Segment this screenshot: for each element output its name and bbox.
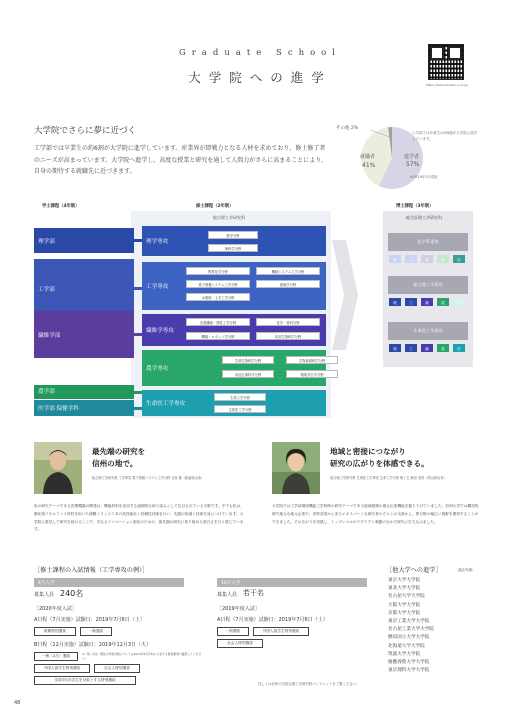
university-item: 筑波大学大学院 [388,651,421,657]
section-title-en: Graduate School [178,48,342,58]
field-seimei-bio: 生命工学分野 [214,393,266,401]
undergrad-seni: 繊維学部 [34,311,134,358]
student-photo-right [272,442,320,494]
major-rigaku: 理学専攻 [142,226,326,256]
field-nogaku-life: 生命生物科学分野 [222,356,274,364]
university-item: 名古屋大学大学院 [388,594,425,600]
section-title-ja: 大学院への進学 [188,70,332,85]
chip-i: 医 [453,298,465,306]
april-label: 4月入学 [34,578,184,587]
university-item: 大阪大学大学院 [388,602,421,608]
chip-ko: 工 [405,255,417,263]
pie-label-job: 就職者 [360,154,376,160]
tag-suisen: 推薦特別選抜 [34,627,76,636]
field-seni-fiber: 先進繊維・感性工学分野 [186,318,250,326]
field-kogaku-arch: 建築学分野 [256,280,320,288]
other-note: （過去実績） [455,568,476,572]
tag-shakai-oct: 社会人特別選抜 [217,639,263,648]
chip-ko: 工 [405,344,417,352]
qr-code-icon[interactable] [428,44,464,80]
field-seimei-med: 生体医工学分野 [214,405,266,413]
field-kogaku-chem: 物質化学分野 [186,267,250,275]
field-nogaku-food: 食品生命科学分野 [222,370,274,378]
chip-se: 繊 [421,344,433,352]
arrow-to-doctor-icon [332,240,358,350]
phd-school-name: 総合医理工学研究科 [406,215,442,220]
university-item: 横浜国立大学大学院 [388,635,430,641]
field-nogaku-resource: 生物資源科学分野 [286,356,338,364]
tag-ryugaku-oct: 外国人留学生特別選抜 [253,627,309,636]
major-kogaku: 工学専攻 [142,262,326,310]
connector [134,333,142,336]
feature-right-body: 大学院では工学部環境機能工学科時の研究テーマである地域振興の複合伝達機能を掘り下げていました。信州大学では構造物理で地元な地元企業や、世界各国から来るエキスパートな研究者の方々との交流から、異分野の幅広い視野を獲得することができました。その広がりを実感し、トップレベルのワクワクと刺激のなかで研究に打ち込みました。 [272,504,479,524]
phd-major-sogo: 総合理工学専攻 [388,276,468,294]
tag-ippan-oct: 一般選抜 [217,627,249,636]
b-note: ※一般（2次）選抜の実施有無については2019年9月中旬に公表する募集要項で確認してください。 [82,652,202,660]
grad-school-name: 総合理工学研究科 [213,215,245,220]
university-item: 北海道大学大学院 [388,643,425,649]
chip-se: 繊 [421,255,433,263]
oct-year: ［2019年度入試］ [217,606,260,612]
student-photo-left [34,442,82,494]
tag-ryugaku: 外国人留学生特別選抜 [34,664,90,673]
field-kogaku-water: 水環境・土木工学分野 [186,293,250,301]
pie-callout: 工学部では卒業生の約6割が大学院に進学しています。 [412,131,478,141]
tag-3nen: 学部3年次学生を対象とする特別選抜 [34,676,136,685]
page-number: 48 [14,700,21,706]
chip-i: 医 [453,344,465,352]
undergrad-kogaku: 工学部 [34,259,134,319]
feature-left-title1: 最先端の研究を [92,447,146,456]
feature-right-title2: 研究の広がりを体感できる。 [330,459,429,468]
a-schedule: A日程（7月実施）試験日：2019年7月6日（土） [34,617,145,623]
oct-label: 10月入学 [217,578,367,587]
col-bachelor: 学士課程（4年制） [42,204,80,209]
entrance-footnote: 詳しくは信州大学総合理工学研究科パンフレットをご覧ください。 [258,682,360,686]
b-schedule: B日程（12月実施）試験日：2019年12月3日（火） [34,642,152,648]
major-seimei: 生命医工学専攻 [142,390,326,416]
chip-se: 繊 [421,298,433,306]
field-seni-robot: 機械・ロボット学分野 [186,332,250,340]
chip-ri: 理 [389,298,401,306]
oct-schedule: A日程（7月実施）試験日：2019年7月6日（土） [217,617,328,623]
tag-ippan: 一般選抜 [80,627,112,636]
field-seni-material: 化学・材料分野 [256,318,320,326]
chip-ri: 理 [389,255,401,263]
university-item: 東京工業大学大学院 [388,619,430,625]
intro-body: 工学部では卒業生の約6割が大学院に進学しています。産業界が即戦力となる人材を求めており、修士修了者のニーズが高まっています。大学院へ進学し、高度な授業と研究を通して人間力がさらに高まることにより、自身の期待する就職先に近づきます。 [34,145,328,175]
field-kogaku-elec: 電子情報システム工学分野 [186,280,250,288]
feature-right-title1: 地域と密接につながり [330,447,406,456]
other-title: ［他大学への進学］ [386,567,442,574]
chip-ko: 工 [405,298,417,306]
feature-right-caption: 総合理工学研究科 生命医工学専攻 生命工学分野 修了生 飯田 美咲（岡山県出身） [330,476,447,480]
oct-capacity-label: 募集人員 [217,592,238,598]
tag-ippan-2: 一般（2次）選抜 [34,652,78,661]
chip-no: 農 [437,298,449,306]
university-list [388,577,483,675]
field-kogaku-mech: 機械システム工学分野 [256,267,320,275]
field-rigaku-sci: 理科学分野 [208,244,258,252]
col-master: 修士課程（2年制） [196,204,234,209]
intro-title: 大学院でさらに夢に近づく [34,126,137,136]
chip-no: 農 [437,255,449,263]
tag-shakai: 社会人特別選抜 [94,664,140,673]
feature-left-body: 私の研究テーマである医療機器の開発は、機能材料を応用する画期的な取り組みとして注目されている分野です。中でも私は、酸化物アモルファス材料を用いた薄膜トランジスタの高性能化と信頼性評価を行い、先端の知識と技術を身につけています。大学院に進学して研究を続けることで、次なるイノベーション創出のための、最先端の研究に取り組める面白さを日々感じています。 [34,504,244,532]
field-rigaku-math: 数学分野 [208,231,258,239]
connector [134,407,142,410]
phd-major-seimei: 生命医工学専攻 [388,322,468,340]
phd-major-igaku: 医学系専攻 [388,233,468,251]
university-item: 東京理科大学大学院 [388,668,430,674]
university-item: 東京大学大学院 [388,578,421,583]
qr-url: https://www.shinshu-u.ac.jp/ [425,83,469,87]
april-capacity: 240名 [60,589,84,598]
april-year: ［2020年度入試］ [34,606,77,612]
chip-ri: 理 [389,344,401,352]
entrance-title: ［修士課程の入試情報（工学専攻の例）］ [34,567,149,574]
university-item: 名古屋工業大学大学院 [388,627,434,633]
university-item: 東北大学大学院 [388,586,421,592]
chip-i: 医 [453,255,465,263]
feature-left-title2: 信州の地で。 [92,459,138,468]
feature-left-caption: 総合理工学研究科 工学専攻 電子情報システム工学分野 石原 慶（新潟県出身） [92,476,205,480]
chip-no: 農 [437,344,449,352]
major-nogaku: 農学専攻 [142,350,326,386]
col-doctor: 博士課程（3年制） [396,204,434,209]
university-item: 京都大学大学院 [388,610,421,616]
undergrad-rigaku: 理学部 [34,228,134,253]
connector [134,391,142,394]
undergrad-igaku: 医学部 保健学科 [34,400,134,416]
connector [134,239,142,242]
pie-note: ※2019年3月現在 [410,175,439,179]
field-nogaku-env: 環境共生学分野 [286,370,338,378]
university-item: 慶應義塾大学大学院 [388,660,430,666]
pie-label-other: その他 2% [336,126,359,131]
connector [134,287,142,290]
major-seni: 繊維学専攻 [142,314,326,346]
field-seni-bio: 応用生物科学分野 [256,332,320,340]
pie-label-job-pct: 41% [362,162,376,169]
undergrad-nogaku: 農学部 [34,385,134,399]
pie-label-grad: 進学者 [404,154,420,160]
oct-capacity: 若干名 [243,589,264,597]
april-capacity-label: 募集人員 [34,592,55,598]
pie-label-grad-pct: 57% [406,161,420,168]
